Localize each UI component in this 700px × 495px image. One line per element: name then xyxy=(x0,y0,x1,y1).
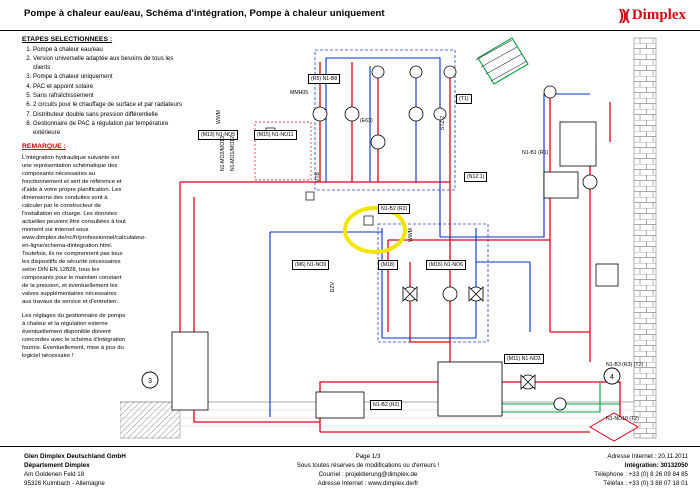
phone-line: Téléphone : +33 (0) 8 26 09 84 85 xyxy=(594,471,688,478)
remark-block xyxy=(22,143,147,366)
website-line: Adresse Internet : www.dimplex.de/fr xyxy=(317,480,419,487)
label-m18: (M18) xyxy=(378,260,398,270)
footer-right xyxy=(594,452,688,488)
schematic-svg xyxy=(120,32,692,444)
label-mmh5: MMH05 xyxy=(290,90,309,96)
label-e63: (E63) xyxy=(360,118,373,124)
company-name: Glen Dimplex Deutschland GmbH xyxy=(24,453,126,460)
fax-line: Téléfax : +33 (0) 3 88 07 18 01 xyxy=(603,480,688,487)
label-wwm-top: WWM xyxy=(216,110,222,125)
selected-steps-heading: ETAPES SELECTIONNEES : xyxy=(22,36,113,43)
module-box-top xyxy=(315,50,455,190)
storage-tank xyxy=(560,122,596,166)
list-item: 8. Gestionnaire de PAC à régulation par température extérieure xyxy=(33,120,182,137)
label-m11: (M11) N1-NO3 xyxy=(504,354,544,364)
page-footer xyxy=(0,446,700,495)
label-n1-b1: N1-B1 (R1) xyxy=(522,150,549,156)
integration-number: Intégration: 30132050 xyxy=(624,462,688,469)
footer-company xyxy=(24,452,126,488)
label-n1-b3: N1-B3 (R3) (T2) xyxy=(606,362,644,368)
list-item: 3. Pompe à chaleur uniquement xyxy=(33,73,182,81)
company-street: Am Goldenen Feld 18 xyxy=(24,471,85,478)
label-stz: STZ 2 xyxy=(440,116,446,131)
highlight-marker xyxy=(345,208,405,252)
list-item: 7. Distributeur double sans pression différentielle xyxy=(33,111,182,119)
page-header xyxy=(0,0,700,31)
label-m6: (M6) N1-NO9 xyxy=(292,260,329,270)
internet-date: Adresse Internet : 20.11.2011 xyxy=(607,453,688,460)
item-markers xyxy=(142,368,620,398)
label-m15: (M15) N1-NO11 xyxy=(254,130,297,140)
disclaimer: Sous toutes réserves de modifications ou d'erreurs ! xyxy=(296,462,440,469)
remark-paragraph: L'intégration hydraulique suivante est une représentation schématique des composants nécessaires au fonctionnement et sert de référence et d'aide à votre propre planification. Les dimensions des conduites sont à calculer par le constructeur de l'installation en charge. Les données actuelles peuvent être consultées à tout moment sur internet sous www.dimplex.de/nc/fr/professionnel/calculateur-en-ligne/schema-dintegration.html. Toutefois, ils ne comprennent pas tous les dispositifs de sécurité nécessaires selon DIN EN 12828, tous les composants pour le maintien constant de la pression, et éventuellement les valves supplémentaires nécessaires aux travaux de service et d'entretien. xyxy=(22,155,147,305)
dimplex-logo xyxy=(619,7,686,24)
list-item: 1. Pompe à chaleur eau/eau xyxy=(33,46,182,54)
page-title: Pompe à chaleur eau/eau, Schéma d'intégration, Pompe à chaleur uniquement xyxy=(24,8,385,19)
label-n1-b2-bot: N1-B2 (R2) xyxy=(370,400,402,410)
page-number: Page 1/3 xyxy=(355,453,381,460)
ground-left xyxy=(120,402,180,438)
remark-paragraph: Les réglages du gestionnaire de pompe à chaleur et la régulation externe éventuellement disponible doivent concordes avec le schéma d'intégration fournis. Éventuellement, mise à jour du logiciel nécessaire ! xyxy=(22,313,126,359)
hydraulic-schematic xyxy=(120,32,692,444)
remark-heading: REMARQUE : xyxy=(22,143,66,150)
label-wwm-mid: WWM xyxy=(408,228,414,243)
label-n1-no10: N1-NO10 (T2) xyxy=(606,416,639,422)
module-box-middle xyxy=(378,224,488,342)
list-item: 5. Sans rafraîchissement xyxy=(33,92,182,100)
label-n1-mo1: N1-MO1/MO12 xyxy=(230,136,236,172)
list-item: 4. PAC et appoint solaire xyxy=(33,83,182,91)
label-dzv: DZV xyxy=(330,282,336,293)
company-dept: Département Dimplex xyxy=(24,462,90,469)
logo-wordmark: Dimplex xyxy=(631,7,686,23)
svg-text:3: 3 xyxy=(148,378,152,385)
list-item: 6. 2 circuits pour le chauffage de surface et par radiateurs xyxy=(33,101,182,109)
tank-left xyxy=(172,332,208,410)
label-m13: (M13) N1-NO5 xyxy=(198,130,238,140)
list-item: 2. Version universelle adaptée aux besoins de tous les clients xyxy=(33,55,182,72)
email-line: Courriel : projektierung@dimplex.de xyxy=(318,471,418,478)
label-n1-mo2: N1-MO2/MO13 xyxy=(220,136,226,172)
label-n12-1: (N12.1) xyxy=(464,172,487,182)
label-n1-b2-top: N1-B2 (R2) xyxy=(378,204,410,214)
label-vtb: VTB xyxy=(315,172,321,183)
company-city: 95326 Kulmbach - Allemagne xyxy=(24,480,105,487)
heat-pump-unit xyxy=(316,392,364,418)
logo-mark-icon: ))( xyxy=(618,7,628,24)
wall-right xyxy=(634,38,656,438)
solar-collector xyxy=(476,40,527,81)
flow-pipes-red xyxy=(180,62,620,437)
label-t1: (T1) xyxy=(456,94,472,104)
label-m16: (M16) N1-NO6 xyxy=(426,260,466,270)
label-r5-b8: (R5) N1-B8 xyxy=(308,74,340,84)
svg-text:4: 4 xyxy=(610,374,614,381)
footer-center xyxy=(268,452,468,488)
